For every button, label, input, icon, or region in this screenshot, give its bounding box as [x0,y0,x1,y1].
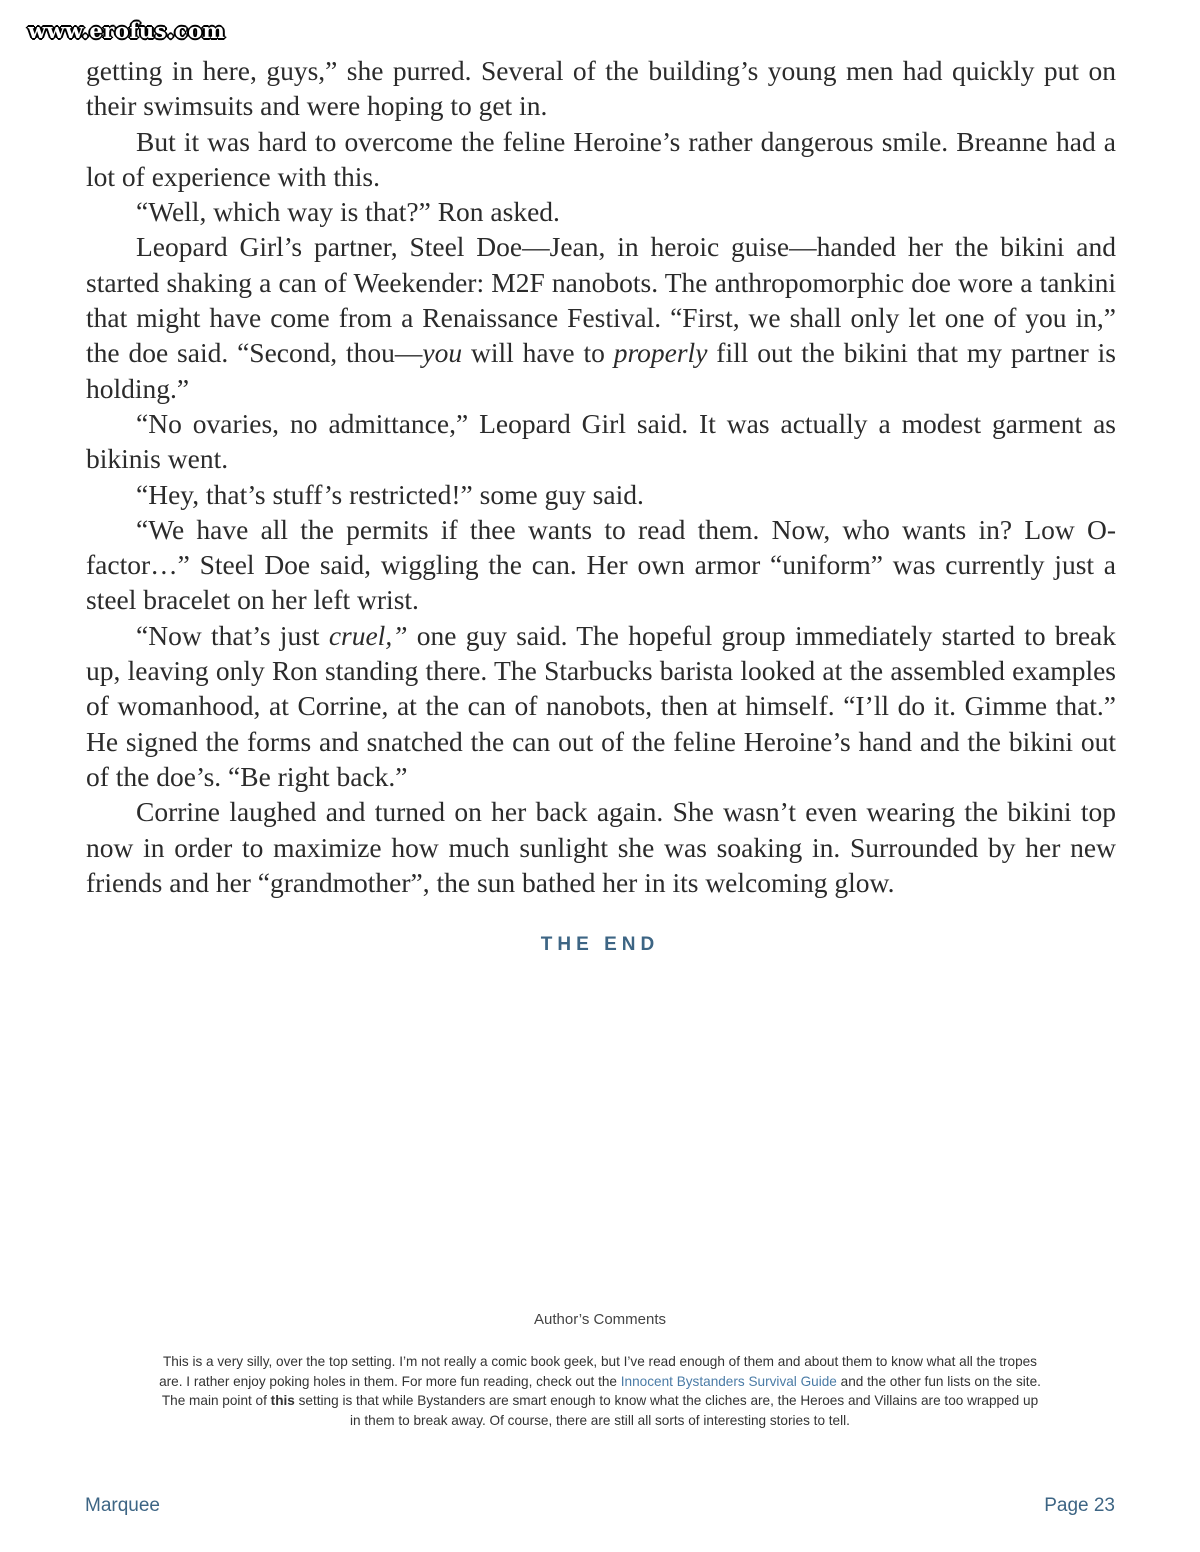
story-paragraph-8-emphasis-cruel: cruel,” [328,619,408,651]
story-paragraph-7: “We have all the permits if thee wants to read them. Now, who wants in? Low O-factor…” Steel Doe said, wiggling the can. Her own armor “uniform” was currently just a steel bracelet on her left wrist. [86,513,1116,616]
comments-text-part-2: and the other fun lists on the site. The main point of [161,1373,1041,1408]
story-body [86,53,1116,900]
comments-text-part-3: setting is that while Bystanders are smart enough to know what the cliches are, the Heroes and Villains are too wrapped up in them to break away. Of course, there are still all sorts of interesting stories to tell. [294,1393,1039,1428]
footer-title: Marquee [85,1495,160,1516]
story-paragraph-8 [86,618,1116,794]
story-paragraph-4-part-b: will have to [462,337,614,369]
survival-guide-link[interactable]: Innocent Bystanders Survival Guide [620,1373,837,1389]
footer-page-number: Page 23 [1044,1495,1115,1516]
comments-bold-this: this [270,1393,295,1408]
story-paragraph-6: “Hey, that’s stuff’s restricted!” some guy said. [136,478,644,510]
story-paragraph-5: “No ovaries, no admittance,” Leopard Girl said. It was actually a modest garment as bikinis went. [86,407,1116,475]
story-paragraph-4 [86,229,1116,405]
authors-comments-body [155,1352,1045,1430]
story-paragraph-2: But it was hard to overcome the feline Heroine’s rather dangerous smile. Breanne had a lot of experience with this. [86,125,1116,192]
story-paragraph-8-part-a: “Now that’s just [136,619,329,651]
story-paragraph-4-emphasis-properly: properly [613,337,708,369]
comments-text-part-1: This is a very silly, over the top setting. I’m not really a comic book geek, but I’ve read enough of them and about them to know what all the tropes are. I rather enjoy poking holes in them. For more fun reading, check out the [159,1354,1037,1389]
the-end-heading: THE END [540,934,660,955]
authors-comments-title: Author’s Comments [534,1311,666,1328]
story-paragraph-4-emphasis-you: you [422,337,463,369]
story-paragraph-1: getting in here, guys,” she purred. Several of the building’s young men had quickly put on their swimsuits and were hoping to get in. [86,55,1116,122]
story-paragraph-8-part-b: one guy said. The hopeful group immediately started to break up, leaving only Ron standing there. The Starbucks barista looked at the assembled examples of womanhood, at Corrine, at the can of nanobots, then at himself. “I’ll do it. Gimme that.” He signed the forms and snatched the can out of the feline Heroine’s hand and the bikini out of the doe’s. “Be right back.” [86,619,1116,792]
watermark-logo: www.erofus.com [28,18,226,43]
story-paragraph-3: “Well, which way is that?” Ron asked. [136,196,560,228]
story-paragraph-4-part-c: fill out the bikini that my partner is holding.” [86,337,1116,404]
story-paragraph-4-part-a: Leopard Girl’s partner, Steel Doe—Jean, in heroic guise—handed her the bikini and started shaking a can of Weekender: M2F nanobots. The anthropomorphic doe wore a tankini that might have come from a Renaissance Festival. “First, we shall only let one of you in,” the doe said. “Second, thou— [86,231,1116,369]
story-paragraph-9: Corrine laughed and turned on her back again. She wasn’t even wearing the bikini top now in order to maximize how much sunlight she was soaking in. Surrounded by her new friends and her “grandmother”, the sun bathed her in its welcoming glow. [86,796,1116,898]
